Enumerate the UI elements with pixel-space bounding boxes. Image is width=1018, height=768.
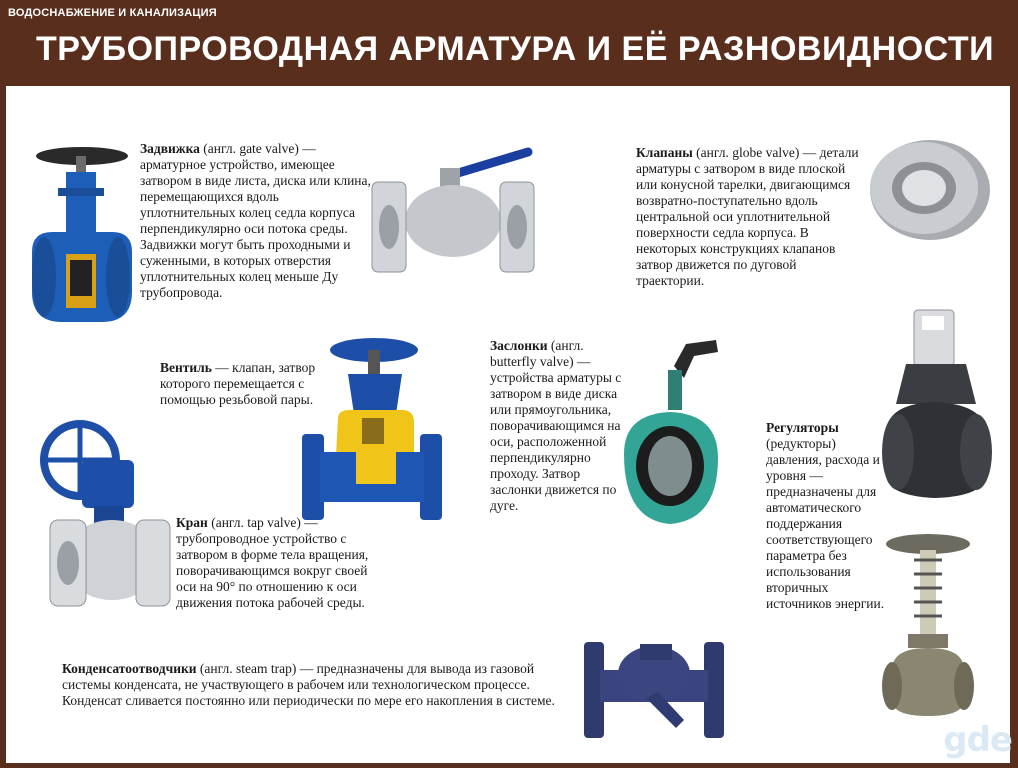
butterfly-valve-text: (англ. butterfly valve) — устройства арматуры с затвором в виде диска или прямоугольника, поворачивающимся на оси, расположенной перпендикулярно проходу. Затвор заслонки движется по дуге. — [490, 338, 622, 513]
gate-valve-term: Задвижка — [140, 141, 200, 156]
globe-valve-description — [636, 145, 864, 289]
page-title: ТРУБОПРОВОДНАЯ АРМАТУРА И ЕЁ РАЗНОВИДНОСТИ — [36, 30, 995, 68]
tap-valve-text: (англ. tap valve) — трубопроводное устройство с затвором в форме тела вращения, поворачивающимся вокруг своей оси на 90° по отношению к оси движения потока рабочей среды. — [176, 515, 369, 610]
tap-valve-description — [176, 515, 374, 611]
ventil-term: Вентиль — [160, 360, 212, 375]
gate-valve-text: (англ. gate valve) — арматурное устройство, имеющее затвором в виде листа, диска или клина, перемещающихся вдоль уплотнительных колец седла корпуса перпендикулярно оси потока среды. Задвижки могут быть проходными и суженными, в которых отверстия уплотнительных колец меньше Ду трубопровода. — [140, 141, 371, 300]
butterfly-valve-description — [490, 338, 628, 514]
globe-valve-text: (англ. globe valve) — детали арматуры с затвором в виде плоской или конусной тарелки, двигающимся возвратно-поступательно вдоль центральной оси уплотнительной поверхности седла корпуса. В некоторых конструкциях клапанов затвор движется по дуговой траектории. — [636, 145, 859, 288]
regulator-text: (редукторы) давления, расхода и уровня — предназначены для автоматического поддержания соответствующего параметра без использования вторичных источников энергии. — [766, 436, 885, 611]
ventil-text: — клапан, затвор которого перемещается с помощью резьбовой пары. — [160, 360, 316, 407]
gear-operated-ball-valve-image — [24, 420, 174, 610]
steam-trap-description — [62, 661, 574, 709]
steam-trap-image — [580, 636, 728, 742]
gate-valve-description — [140, 141, 372, 301]
steam-trap-text: (англ. steam trap) — предназначены для вывода из газовой системы конденсата, не участвующего в рабочем или технологическом процессе. Конденсат сливается постоянно или периодически по мере его накопления в системе. — [62, 661, 555, 708]
gate-valve-image — [22, 142, 142, 332]
steam-trap-term: Конденсатоотводчики — [62, 661, 197, 676]
ventil-description — [160, 360, 336, 408]
regulator-term: Регуляторы — [766, 420, 839, 435]
header-bar — [0, 0, 1018, 84]
globe-valve-term: Клапаны — [636, 145, 693, 160]
butterfly-valve-term: Заслонки — [490, 338, 548, 353]
control-valve-image — [878, 530, 978, 720]
butterfly-valve-image — [614, 334, 726, 544]
watermark-logo: gde — [943, 720, 1012, 760]
check-valve-image — [862, 132, 992, 242]
regulator-description — [766, 420, 890, 612]
pressure-regulator-image — [876, 304, 998, 514]
category-label: ВОДОСНАБЖЕНИЕ И КАНАЛИЗАЦИЯ — [8, 7, 217, 19]
tap-valve-term: Кран — [176, 515, 208, 530]
ball-valve-image — [368, 146, 538, 276]
